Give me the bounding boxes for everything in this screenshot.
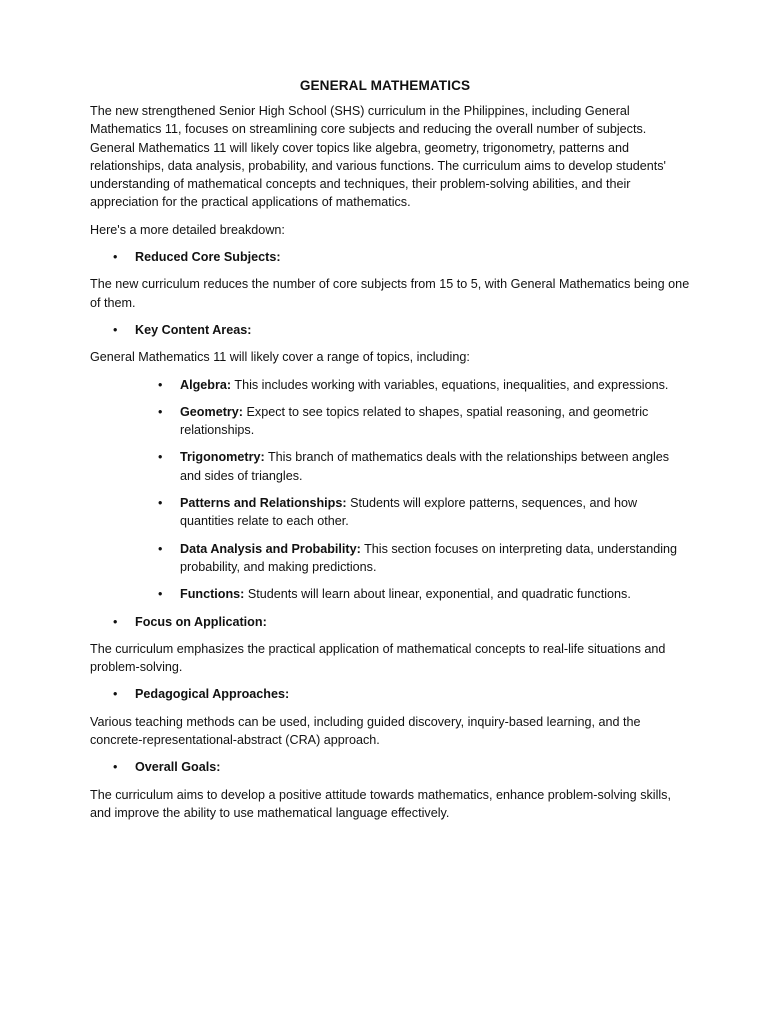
- section-paragraph: The curriculum emphasizes the practical application of mathematical concepts to real-life situations and problem-solving.: [90, 641, 666, 675]
- topic-term: Geometry:: [180, 404, 243, 419]
- topic-term: Data Analysis and Probability:: [180, 541, 361, 556]
- topic-item-patterns: [90, 494, 680, 531]
- topic-term: Patterns and Relationships:: [180, 496, 347, 511]
- section-heading: • Focus on Application:: [90, 613, 690, 631]
- section-paragraph: The new curriculum reduces the number of core subjects from 15 to 5, with General Mathematics being one of them.: [90, 277, 690, 310]
- topic-item-geometry: [90, 403, 680, 440]
- topic-term: Algebra:: [180, 377, 232, 392]
- section-paragraph: Various teaching methods can be used, including guided discovery, inquiry-based learning, and the concrete-representational-abstract (CRA) approach.: [90, 714, 641, 748]
- section-heading: • Overall Goals:: [90, 758, 690, 776]
- section-focus-on-application: [90, 613, 690, 631]
- topic-description: This section focuses on interpreting data, understanding probability, and making predictions.: [180, 541, 678, 574]
- topic-item-functions: [90, 585, 680, 603]
- section-paragraph: General Mathematics 11 will likely cover a range of topics, including:: [90, 350, 470, 365]
- topic-description: This branch of mathematics deals with the relationships between angles and sides of triangles.: [180, 450, 670, 483]
- intro-paragraph: The new strengthened Senior High School (SHS) curriculum in the Philippines, including General Mathematics 11, focuses on streamlining core subjects and reducing the overall number of subjects. General Mathematics 11 will likely cover topics like algebra, geometry, trigonometry, patterns and relationships, data analysis, probability, and various functions. The curriculum aims to develop students' understanding of mathematical concepts and techniques, their problem-solving abilities, and their appreciation for the practical applications of mathematics.: [90, 104, 666, 210]
- topic-description: Students will explore patterns, sequences, and how quantities relate to each other.: [180, 496, 638, 529]
- topic-term: Trigonometry:: [180, 450, 265, 465]
- topic-description: This includes working with variables, equations, inequalities, and expressions.: [234, 377, 669, 392]
- topic-description: Students will learn about linear, exponential, and quadratic functions.: [247, 587, 631, 602]
- section-reduced-core-subjects: [90, 248, 690, 266]
- section-pedagogical-approaches: [90, 685, 690, 703]
- document-title: GENERAL MATHEMATICS: [299, 78, 471, 93]
- section-heading: • Reduced Core Subjects:: [90, 248, 690, 266]
- topics-list: [90, 376, 690, 604]
- document-body: [90, 78, 690, 831]
- section-overall-goals: [90, 758, 690, 776]
- section-key-content-areas: [90, 321, 690, 339]
- topic-item-trigonometry: [90, 448, 680, 485]
- section-heading: • Key Content Areas:: [90, 321, 690, 339]
- section-paragraph: The curriculum aims to develop a positive attitude towards mathematics, enhance problem-solving skills, and improve the ability to use mathematical language effectively.: [90, 787, 671, 820]
- breakdown-intro: Here's a more detailed breakdown:: [90, 222, 285, 237]
- topic-item-data-analysis: [90, 540, 680, 577]
- section-heading: • Pedagogical Approaches:: [90, 685, 690, 703]
- topic-item-algebra: [90, 376, 680, 394]
- topic-description: Expect to see topics related to shapes, spatial reasoning, and geometric relationships.: [180, 404, 649, 438]
- topic-term: Functions:: [180, 587, 245, 602]
